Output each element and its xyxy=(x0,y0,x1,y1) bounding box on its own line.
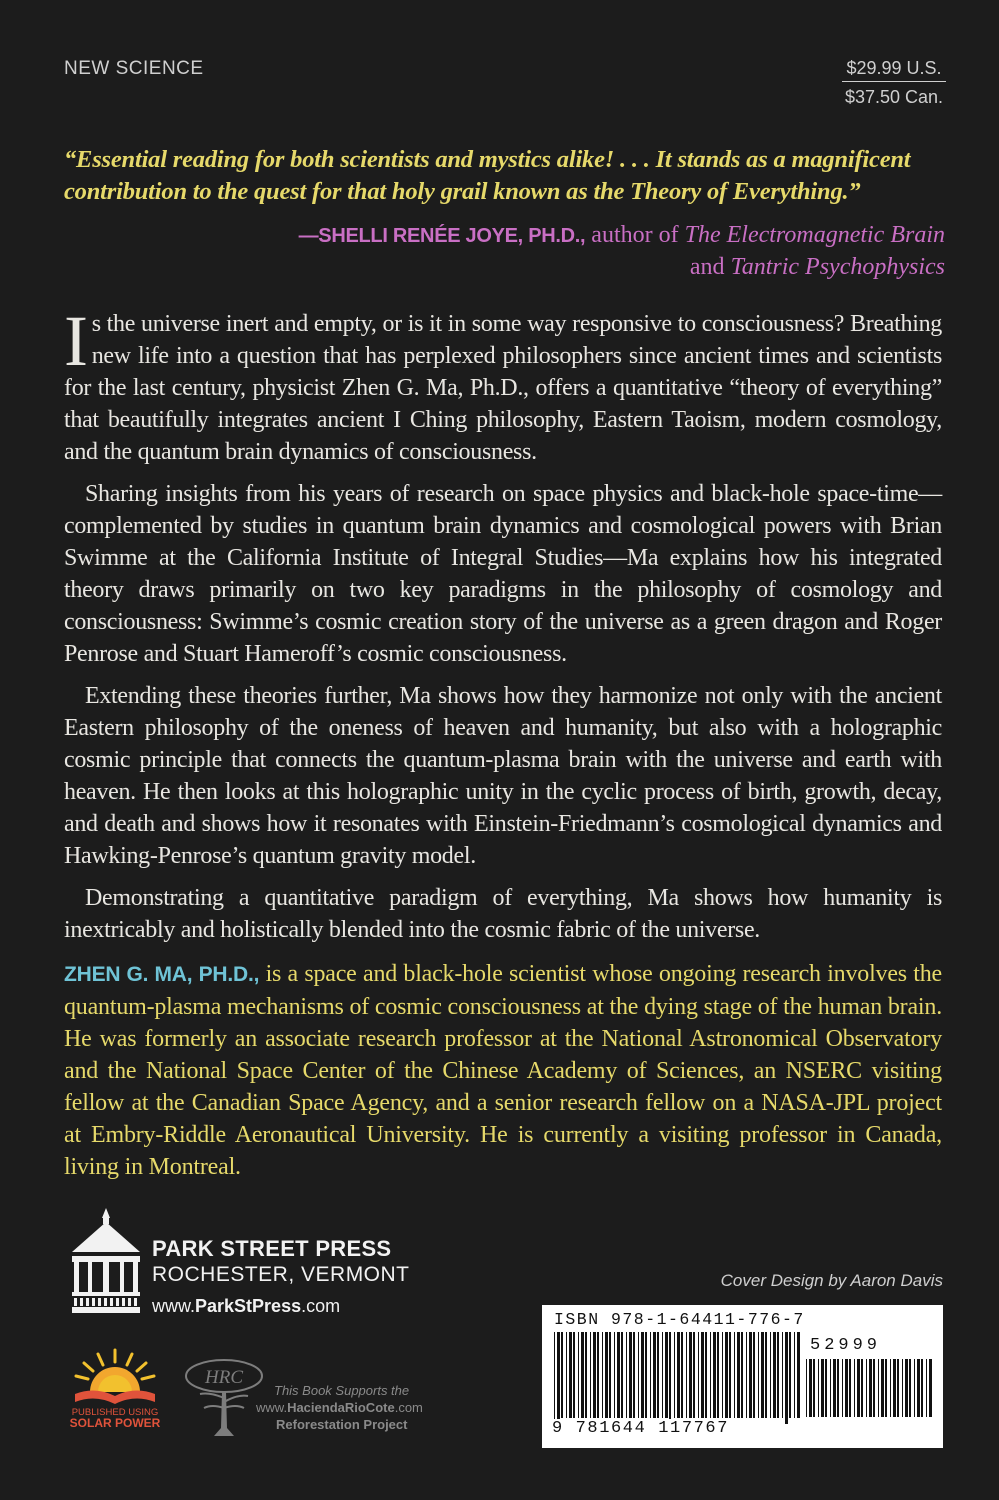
barcode-ean-digits: 9 781644 117767 xyxy=(552,1419,730,1438)
price-block xyxy=(842,58,946,108)
price-us: $29.99 U.S. xyxy=(842,58,946,82)
publisher-name: PARK STREET PRESS xyxy=(152,1236,392,1261)
isbn-label: ISBN 978-1-64411-776-7 xyxy=(554,1310,805,1329)
publisher-location: ROCHESTER, VERMONT xyxy=(152,1263,410,1286)
reforestation-url-name: HaciendaRioCote xyxy=(287,1400,395,1415)
solar-line-2: SOLAR POWER xyxy=(69,1416,161,1430)
reforestation-badge xyxy=(182,1358,452,1448)
barcode-addon-bars-icon xyxy=(806,1359,934,1423)
attribution-and: and xyxy=(689,254,731,280)
author-bio-text: is a space and black-hole scientist whose ongoing research involves the quantum-plasma mechanisms of cosmic consciousness at the dying stage of the human brain. He was formerly an associate research professor at the National Astronomical Observatory and the National Space Center of the Chinese Academy of Sciences, an NSERC visiting fellow at the Canadian Space Agency, and a senior research fellow on a NASA-JPL project at Embry-Riddle Aeronautical University. He is currently a visiting professor in Canada, living in Montreal. xyxy=(64,961,942,1180)
book-description xyxy=(64,301,942,956)
reforestation-url-suffix: .com xyxy=(394,1400,423,1415)
description-paragraph-3: Extending these theories further, Ma shows how they harmonize not only with the ancient Eastern philosophy of the oneness of heaven and humanity, but also with a holographic cosmic principle that connects the quantum-plasma brain with the universe and earth with heaven. He then looks at this holographic unity in the cyclic process of birth, growth, decay, and death and shows how it resonates with Einstein-Friedmann’s cosmological dynamics and Hawking-Penrose’s quantum gravity model. xyxy=(64,683,942,869)
description-paragraph-1: Is the universe inert and empty, or is it in some way responsive to consciousness? Breathing new life into a question that has perplexed philosophers since ancient times and scientists for the last century, physicist Zhen G. Ma, Ph.D., offers a quantitative “theory of everything” that beautifully integrates ancient I Ching philosophy, Eastern Taoism, modern cosmology, and the quantum brain dynamics of consciousness. xyxy=(64,301,942,465)
publisher-url-prefix: www. xyxy=(152,1296,196,1316)
endorser-book-1: The Electromagnetic Brain xyxy=(684,222,945,248)
endorser-name: —SHELLI RENÉE JOYE, PH.D., xyxy=(298,225,586,247)
endorser-book-2: Tantric Psychophysics xyxy=(730,254,945,280)
hrc-logo-text: HRC xyxy=(205,1367,243,1388)
publisher-url xyxy=(152,1296,340,1317)
barcode xyxy=(542,1305,943,1448)
solar-line-1: PUBLISHED USING xyxy=(71,1407,159,1418)
attribution-author-of: author of xyxy=(585,222,685,248)
endorsement-attribution xyxy=(245,220,945,283)
cover-design-credit: Cover Design by Aaron Davis xyxy=(720,1271,943,1290)
barcode-bars-icon xyxy=(554,1332,800,1424)
gazebo-logo-icon xyxy=(70,1208,142,1316)
author-name: ZHEN G. MA, PH.D., xyxy=(64,963,260,986)
reforestation-url-prefix: www. xyxy=(256,1400,288,1415)
publisher-block xyxy=(70,1208,420,1318)
publisher-url-name: ParkStPress xyxy=(195,1296,302,1316)
description-paragraph-4: Demonstrating a quantitative paradigm of everything, Ma shows how humanity is inextricably and holistically blended into the cosmic fabric of the universe. xyxy=(64,885,942,943)
reforestation-line-2 xyxy=(256,1399,423,1416)
publisher-url-suffix: .com xyxy=(301,1296,341,1316)
reforestation-line-3: Reforestation Project xyxy=(276,1417,408,1432)
author-bio xyxy=(64,958,942,1183)
category-label: NEW SCIENCE xyxy=(64,58,204,79)
barcode-addon-digits: 52999 xyxy=(810,1336,882,1355)
price-can: $37.50 Can. xyxy=(844,87,944,107)
description-paragraph-2: Sharing insights from his years of research on space physics and black-hole space-time—complemented by studies in quantum brain dynamics and cosmological powers with Brian Swimme at the California Institute of Integral Studies—Ma explains how his integrated theory draws primarily on two key paradigms in the philosophy of cosmology and consciousness: Swimme’s cosmic creation story of the universe as a green dragon and Roger Penrose and Stuart Hameroff’s cosmic consciousness. xyxy=(64,481,942,667)
sun-book-icon xyxy=(60,1346,170,1408)
solar-power-badge xyxy=(60,1346,170,1436)
reforestation-line-1: This Book Supports the xyxy=(274,1383,410,1398)
endorsement-quote: “Essential reading for both scientists and mystics alike! . . . It stands as a magnificent contribution to the quest for that holy grail known as the Theory of Everything.” xyxy=(64,146,911,205)
